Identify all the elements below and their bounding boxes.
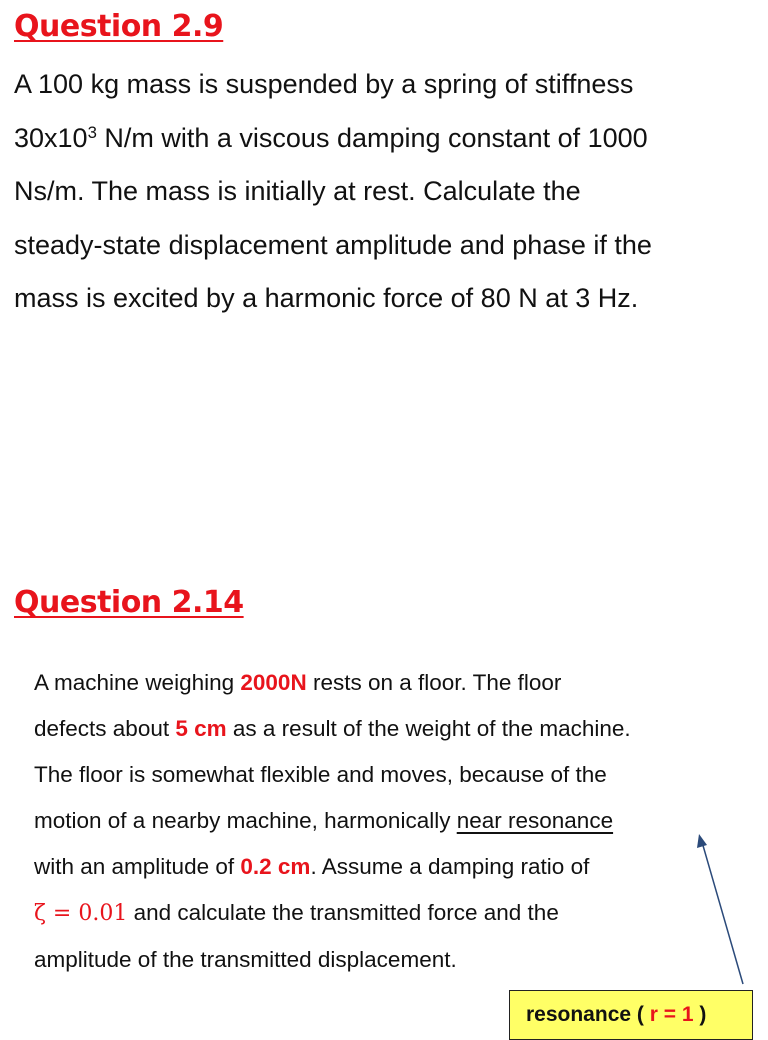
q2-line-3: The floor is somewhat flexible and moves, because of the <box>34 762 607 787</box>
q1-line-2 <box>14 112 754 166</box>
q1-line-4: steady-state displacement amplitude and phase if the <box>14 229 652 260</box>
q2-line-4-a: motion of a nearby machine, harmonically <box>34 808 457 833</box>
q2-line-6-b: and calculate the transmitted force and the <box>127 900 559 925</box>
callout-suffix: ) <box>693 1003 707 1026</box>
q1-line-3: Ns/m. The mass is initially at rest. Calculate the <box>14 176 581 206</box>
deflection-value: 5 cm <box>175 716 227 741</box>
near-resonance-phrase: near resonance <box>456 808 614 833</box>
q2-line-5-a: with an amplitude of <box>34 854 241 879</box>
damping-ratio-math: ζ = 0.01 <box>34 901 128 926</box>
q1-line-2-rest: N/m with a viscous damping constant of 1000 <box>96 122 648 153</box>
q1-exponent: 3 <box>87 122 97 142</box>
q2-line-4 <box>34 798 754 844</box>
q1-line-5: mass is excited by a harmonic force of 80 N at 3 Hz. <box>14 283 639 313</box>
resonance-callout-box <box>509 990 753 1040</box>
question-2-14-text <box>34 660 754 983</box>
q1-line-2-base: 30x10 <box>14 122 88 153</box>
q2-line-1-a: A machine weighing <box>34 670 241 695</box>
q2-line-2-b: as a result of the weight of the machine. <box>226 716 631 741</box>
q2-line-1-b: rests on a floor. The floor <box>306 670 562 695</box>
question-2-9-text <box>14 58 754 326</box>
amplitude-value: 0.2 cm <box>240 854 311 879</box>
weight-value: 2000N <box>240 670 307 695</box>
q1-line-1: A 100 kg mass is suspended by a spring of stiffness <box>14 69 634 99</box>
q2-line-5 <box>34 844 754 890</box>
question-2-9-heading: Question 2.9 <box>14 9 224 44</box>
q2-line-2-a: defects about <box>34 716 176 741</box>
q2-line-7: amplitude of the transmitted displacement. <box>34 947 457 972</box>
callout-r-value: r = 1 <box>649 1003 694 1026</box>
q2-line-6 <box>34 890 754 937</box>
q2-line-1 <box>34 660 754 706</box>
q2-line-5-b: . Assume a damping ratio of <box>310 854 590 879</box>
question-2-14-heading: Question 2.14 <box>14 585 244 620</box>
callout-prefix: resonance ( <box>526 1003 650 1026</box>
q2-line-2 <box>34 706 754 752</box>
